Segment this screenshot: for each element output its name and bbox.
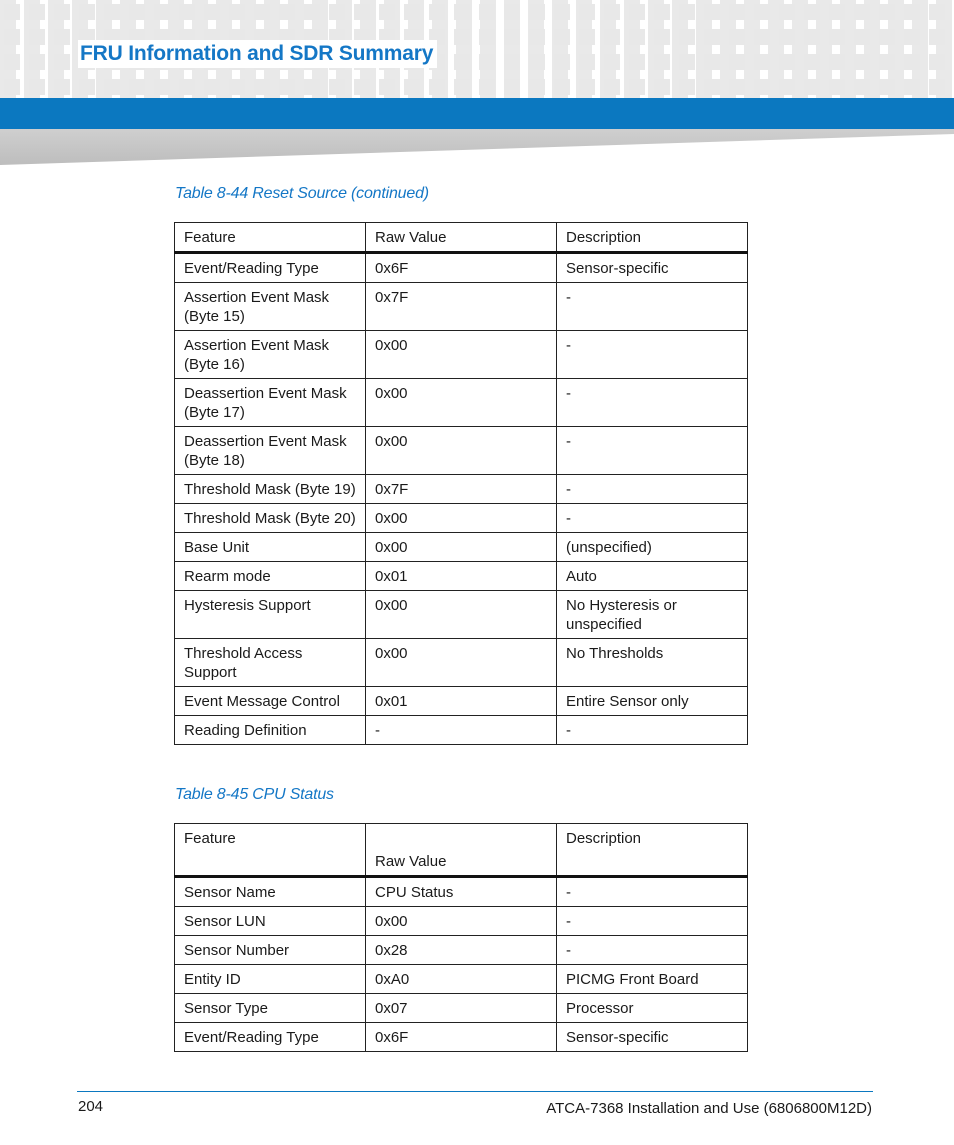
table-row (175, 965, 748, 994)
column-header: Raw Value (366, 824, 557, 877)
table-row (175, 907, 748, 936)
table-cell: - (557, 716, 748, 745)
table-cell: 0x00 (366, 639, 557, 687)
table-cell: Rearm mode (175, 562, 366, 591)
table-cell: Sensor Type (175, 994, 366, 1023)
table-row (175, 639, 748, 687)
table-row (175, 877, 748, 907)
table-cell: Deassertion Event Mask (Byte 18) (175, 427, 366, 475)
table-cell: 0x00 (366, 591, 557, 639)
table-cell: 0x00 (366, 379, 557, 427)
table-cell: 0x00 (366, 427, 557, 475)
table-row (175, 475, 748, 504)
table-row (175, 427, 748, 475)
table-cell: Threshold Mask (Byte 19) (175, 475, 366, 504)
table-cell: Base Unit (175, 533, 366, 562)
table2-caption: Table 8-45 CPU Status (175, 786, 334, 803)
column-header: Raw Value (366, 223, 557, 253)
table-cell: PICMG Front Board (557, 965, 748, 994)
document-title: ATCA-7368 Installation and Use (6806800M12D) (546, 1100, 872, 1117)
header-band (0, 98, 954, 129)
table-cell: - (366, 716, 557, 745)
table-cell: - (557, 877, 748, 907)
column-header: Feature (175, 824, 366, 877)
table-cell: No Hysteresis or unspecified (557, 591, 748, 639)
table-cell: Processor (557, 994, 748, 1023)
column-header: Feature (175, 223, 366, 253)
table-cell: - (557, 283, 748, 331)
reset-source-table (174, 222, 748, 745)
table-cell: Sensor LUN (175, 907, 366, 936)
table-cell: Reading Definition (175, 716, 366, 745)
header-wedge (0, 129, 954, 165)
table-cell: (unspecified) (557, 533, 748, 562)
table-row (175, 994, 748, 1023)
table-row (175, 1023, 748, 1052)
table-cell: - (557, 379, 748, 427)
table-cell: 0x00 (366, 533, 557, 562)
table-cell: CPU Status (366, 877, 557, 907)
table-cell: 0x7F (366, 283, 557, 331)
page-title: FRU Information and SDR Summary (78, 40, 437, 68)
table-cell: - (557, 427, 748, 475)
table-row (175, 379, 748, 427)
table-header-row (175, 223, 748, 253)
table-cell: Event/Reading Type (175, 1023, 366, 1052)
table-cell: 0x6F (366, 253, 557, 283)
table-cell: 0x00 (366, 504, 557, 533)
table-cell: Sensor-specific (557, 1023, 748, 1052)
table-cell: No Thresholds (557, 639, 748, 687)
table-cell: Deassertion Event Mask (Byte 17) (175, 379, 366, 427)
table-cell: Entire Sensor only (557, 687, 748, 716)
table-cell: - (557, 936, 748, 965)
table-row (175, 716, 748, 745)
table-cell: - (557, 907, 748, 936)
table-cell: Event Message Control (175, 687, 366, 716)
table-cell: Threshold Mask (Byte 20) (175, 504, 366, 533)
footer-rule (77, 1091, 873, 1092)
table-cell: Assertion Event Mask (Byte 15) (175, 283, 366, 331)
table-row (175, 562, 748, 591)
table-cell: 0x01 (366, 687, 557, 716)
cpu-status-table (174, 823, 748, 1052)
table-cell: - (557, 331, 748, 379)
table-cell: - (557, 504, 748, 533)
table-cell: 0xA0 (366, 965, 557, 994)
table1-caption: Table 8-44 Reset Source (continued) (175, 185, 429, 202)
table-cell: 0x28 (366, 936, 557, 965)
column-header: Description (557, 223, 748, 253)
table-cell: 0x6F (366, 1023, 557, 1052)
table-cell: Threshold Access Support (175, 639, 366, 687)
table-row (175, 253, 748, 283)
table-cell: Sensor Name (175, 877, 366, 907)
table-cell: 0x07 (366, 994, 557, 1023)
table-cell: Auto (557, 562, 748, 591)
table-cell: 0x00 (366, 331, 557, 379)
table-cell: 0x7F (366, 475, 557, 504)
table-row (175, 687, 748, 716)
table-row (175, 533, 748, 562)
table-row (175, 591, 748, 639)
table-cell: Event/Reading Type (175, 253, 366, 283)
table-cell: Assertion Event Mask (Byte 16) (175, 331, 366, 379)
table-row (175, 331, 748, 379)
table-cell: - (557, 475, 748, 504)
table-cell: Hysteresis Support (175, 591, 366, 639)
column-header: Description (557, 824, 748, 877)
table-header-row (175, 824, 748, 877)
table-cell: Entity ID (175, 965, 366, 994)
table-row (175, 504, 748, 533)
table-cell: 0x00 (366, 907, 557, 936)
table-row (175, 936, 748, 965)
page-number: 204 (78, 1098, 104, 1115)
table-cell: Sensor Number (175, 936, 366, 965)
table-cell: Sensor-specific (557, 253, 748, 283)
table-cell: 0x01 (366, 562, 557, 591)
table-row (175, 283, 748, 331)
